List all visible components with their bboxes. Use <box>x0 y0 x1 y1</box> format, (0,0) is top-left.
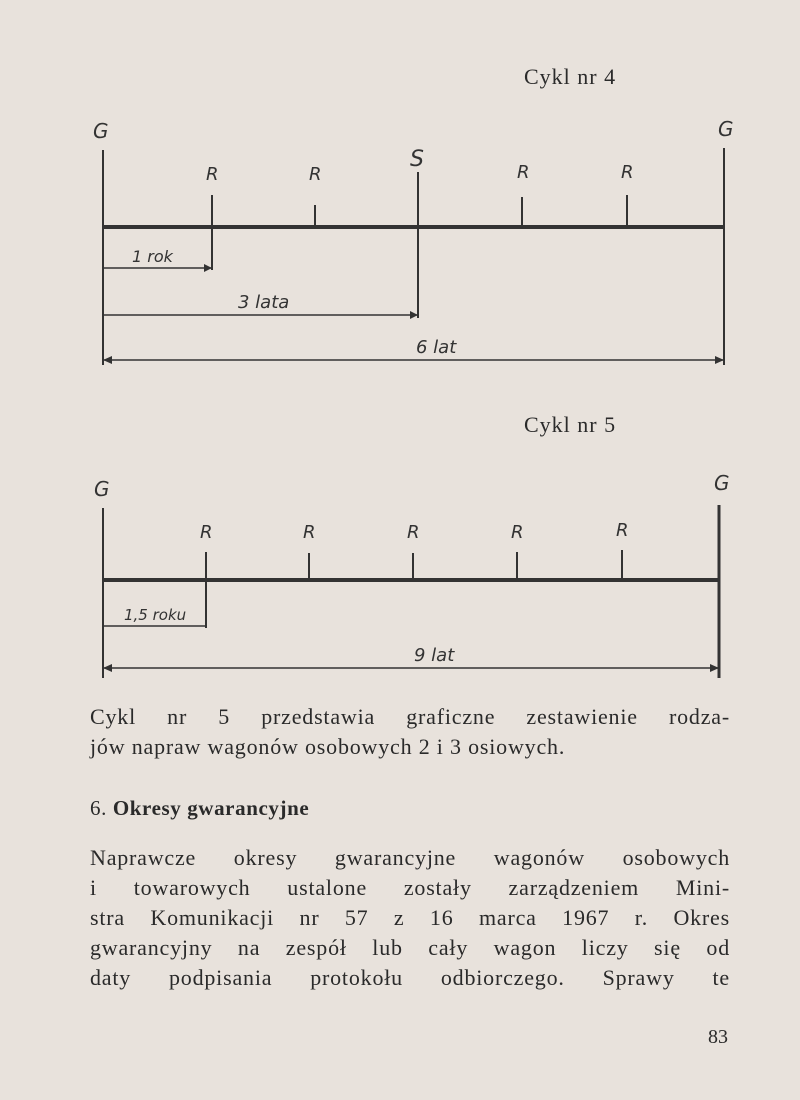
cycle-5-caption: Cykl nr 5 <box>524 412 617 437</box>
cycle-5-dim-total-label: 9 lat <box>414 645 455 666</box>
paragraph-cycle-5-description <box>90 702 730 762</box>
cycle-5-dim-first-label: 1,5 roku <box>124 606 187 624</box>
cycle-4-r-label-4: R <box>621 162 634 183</box>
page-number: 83 <box>708 1026 728 1048</box>
cycle-4-dim-6-label: 6 lat <box>416 337 457 358</box>
section-number: 6. <box>90 796 107 820</box>
cycle-5-r-label-5: R <box>616 520 629 541</box>
cycle-5-g-right-label: G <box>714 471 730 495</box>
cycle-5-r-label-2: R <box>303 522 316 543</box>
paragraph-line: jów napraw wagonów osobowych 2 i 3 osiowych. <box>90 734 566 759</box>
cycle-4-r-label-1: R <box>206 164 219 185</box>
cycle-4-g-left-label: G <box>93 119 109 143</box>
cycle-5-r-label-4: R <box>511 522 524 543</box>
paragraph-line: stra Komunikacji nr 57 z 16 marca 1967 r. Okres <box>90 905 730 930</box>
section-heading <box>90 796 309 821</box>
cycle-4-r-label-3: R <box>517 162 530 183</box>
paragraph-line: Cykl nr 5 przedstawia graficzne zestawienie rodza- <box>90 704 730 729</box>
cycle-5-dim-total-arrow-left <box>103 664 112 672</box>
paragraph-warranty-periods <box>90 843 730 993</box>
cycle-4-dim-3-label: 3 lata <box>238 292 290 313</box>
cycle-5-r-label-1: R <box>200 522 213 543</box>
cycle-4-g-right-label: G <box>718 117 734 141</box>
cycle-4-caption: Cykl nr 4 <box>524 64 617 89</box>
paragraph-line: i towarowych ustalone zostały zarządzeniem Mini- <box>90 875 730 900</box>
paragraph-line: gwarancyjny na zespół lub cały wagon liczy się od <box>90 935 730 960</box>
section-title: Okresy gwarancyjne <box>112 796 310 820</box>
paragraph-line: daty podpisania protokołu odbiorczego. Sprawy te <box>90 965 730 990</box>
cycle-5-r-label-3: R <box>407 522 420 543</box>
cycle-4-r-label-2: R <box>309 164 322 185</box>
cycle-4-dim-1-label: 1 rok <box>132 247 173 266</box>
cycle-5-g-left-label: G <box>94 477 110 501</box>
paragraph-line: Naprawcze okresy gwarancyjne wagonów osobowych <box>90 845 730 870</box>
cycle-4-s-label: S <box>410 147 424 172</box>
